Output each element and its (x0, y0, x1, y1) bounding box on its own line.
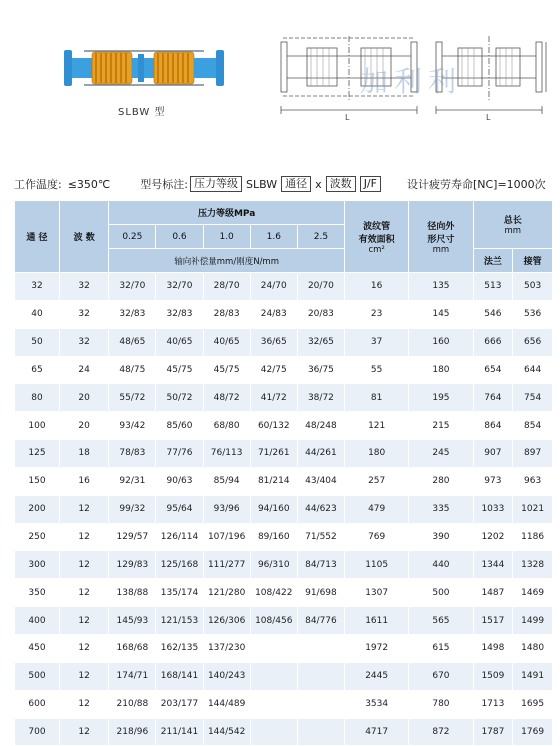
cell-p-1.0: 126/306 (203, 607, 250, 635)
cell-area: 769 (345, 523, 409, 551)
cell-dn: 250 (15, 523, 60, 551)
cell-p-1.0: 111/277 (203, 551, 250, 579)
cell-area: 4717 (345, 718, 409, 746)
table-row (15, 328, 553, 356)
table-row (15, 495, 553, 523)
header-pressure-group: 压力等级MPa (109, 201, 345, 225)
table-row (15, 579, 553, 607)
cell-flange: 764 (473, 384, 513, 412)
cell-p-0.25: 99/32 (109, 495, 156, 523)
header-pressure-3: 1.6 (250, 225, 297, 249)
table-row (15, 523, 553, 551)
dim-l-label: L (345, 113, 350, 122)
cell-area: 1611 (345, 607, 409, 635)
cell-p-0.6: 85/60 (156, 412, 203, 440)
cell-p-0.6: 32/70 (156, 273, 203, 301)
model-label: 型号标注: (140, 178, 189, 191)
header-od-line2: 形尺寸 (427, 234, 455, 245)
cell-waves: 12 (60, 495, 109, 523)
cell-waves: 12 (60, 523, 109, 551)
cell-p-0.25: 218/96 (109, 718, 156, 746)
cell-od: 135 (409, 273, 473, 301)
cell-p-2.5: 36/75 (297, 356, 344, 384)
cell-waves: 12 (60, 690, 109, 718)
cell-weld: 1480 (513, 634, 553, 662)
cell-weld: 854 (513, 412, 553, 440)
header-area-line1: 波纹管 (363, 221, 391, 232)
cell-dn: 300 (15, 551, 60, 579)
cell-p-1.6: 96/310 (250, 551, 297, 579)
box-pressure: 压力等级 (190, 176, 242, 192)
fatigue-life: 设计疲劳寿命[NC]=1000次 (406, 178, 546, 191)
cell-area: 1972 (345, 634, 409, 662)
cell-flange: 1509 (473, 662, 513, 690)
cell-p-1.6 (250, 718, 297, 746)
cell-waves: 12 (60, 607, 109, 635)
cell-p-1.0: 48/72 (203, 384, 250, 412)
cell-p-0.6: 211/141 (156, 718, 203, 746)
cell-p-1.0: 28/70 (203, 273, 250, 301)
cell-flange: 1787 (473, 718, 513, 746)
cell-p-1.6: 108/422 (250, 579, 297, 607)
cell-p-2.5: 20/83 (297, 300, 344, 328)
table-row (15, 273, 553, 301)
cell-flange: 907 (473, 440, 513, 468)
cell-dn: 100 (15, 412, 60, 440)
table-row (15, 300, 553, 328)
cell-dn: 125 (15, 440, 60, 468)
watermark: 加利利 (360, 65, 463, 98)
cell-p-0.25: 48/65 (109, 328, 156, 356)
series-code: SLBW (246, 177, 278, 191)
cell-p-2.5: 44/623 (297, 495, 344, 523)
cell-p-2.5 (297, 662, 344, 690)
header-weld: 接管 (513, 249, 553, 273)
cell-area: 257 (345, 467, 409, 495)
table-row (15, 412, 553, 440)
cell-waves: 32 (60, 273, 109, 301)
spec-line (14, 176, 554, 192)
cell-area: 23 (345, 300, 409, 328)
table-row (15, 690, 553, 718)
header-od (409, 201, 473, 273)
cell-p-1.6: 36/65 (250, 328, 297, 356)
header-pressure-2: 1.0 (203, 225, 250, 249)
table-row (15, 467, 553, 495)
cell-od: 215 (409, 412, 473, 440)
cell-dn: 32 (15, 273, 60, 301)
cell-p-1.0: 28/83 (203, 300, 250, 328)
cell-od: 670 (409, 662, 473, 690)
cell-p-0.6: 168/141 (156, 662, 203, 690)
box-waves: 波数 (326, 176, 356, 192)
cell-weld: 1769 (513, 718, 553, 746)
cell-dn: 80 (15, 384, 60, 412)
cell-p-0.6: 126/114 (156, 523, 203, 551)
cell-p-1.0: 137/230 (203, 634, 250, 662)
cell-waves: 20 (60, 384, 109, 412)
cell-area: 479 (345, 495, 409, 523)
cell-od: 872 (409, 718, 473, 746)
cell-weld: 1328 (513, 551, 553, 579)
cell-p-0.25: 138/88 (109, 579, 156, 607)
cell-dn: 400 (15, 607, 60, 635)
table-row (15, 634, 553, 662)
cell-p-2.5: 84/776 (297, 607, 344, 635)
cell-p-2.5: 84/713 (297, 551, 344, 579)
cell-p-0.25: 48/75 (109, 356, 156, 384)
header-od-unit: mm (432, 244, 450, 255)
cell-flange: 546 (473, 300, 513, 328)
cell-weld: 503 (513, 273, 553, 301)
cell-p-1.6: 89/160 (250, 523, 297, 551)
cell-od: 565 (409, 607, 473, 635)
cell-od: 280 (409, 467, 473, 495)
cell-p-1.6: 24/83 (250, 300, 297, 328)
cell-flange: 1713 (473, 690, 513, 718)
cell-p-1.0: 121/280 (203, 579, 250, 607)
dim-l-right-label: L (486, 113, 491, 122)
table-row (15, 356, 553, 384)
cell-flange: 666 (473, 328, 513, 356)
cell-p-1.6: 81/214 (250, 467, 297, 495)
box-dn: 通径 (281, 176, 311, 192)
cell-p-0.6: 95/64 (156, 495, 203, 523)
cell-flange: 1498 (473, 634, 513, 662)
cell-waves: 18 (60, 440, 109, 468)
cell-flange: 654 (473, 356, 513, 384)
cell-flange: 1487 (473, 579, 513, 607)
cell-p-0.25: 32/83 (109, 300, 156, 328)
cell-p-1.0: 85/94 (203, 467, 250, 495)
cell-flange: 1202 (473, 523, 513, 551)
header-length-unit: mm (504, 226, 522, 236)
cell-area: 2445 (345, 662, 409, 690)
cell-waves: 20 (60, 412, 109, 440)
cell-p-0.6: 90/63 (156, 467, 203, 495)
header-area-line2: 有效面积 (358, 234, 395, 245)
cell-area: 121 (345, 412, 409, 440)
header-pressure-4: 2.5 (297, 225, 344, 249)
header-compensation: 轴向补偿量mm/刚度N/mm (109, 249, 345, 273)
cell-p-0.25: 129/83 (109, 551, 156, 579)
header-pressure-1: 0.6 (156, 225, 203, 249)
cell-od: 160 (409, 328, 473, 356)
cell-area: 180 (345, 440, 409, 468)
cell-p-1.6: 71/261 (250, 440, 297, 468)
table-row (15, 384, 553, 412)
cell-p-0.25: 145/93 (109, 607, 156, 635)
cell-p-0.25: 32/70 (109, 273, 156, 301)
table-body (15, 273, 553, 746)
cell-p-2.5: 44/261 (297, 440, 344, 468)
header-length-label: 总长 (503, 216, 522, 226)
header-od-line1: 径向外 (427, 221, 455, 232)
cell-p-1.6 (250, 634, 297, 662)
cell-weld: 754 (513, 384, 553, 412)
cell-p-1.6 (250, 662, 297, 690)
cell-p-1.6: 41/72 (250, 384, 297, 412)
table-row (15, 718, 553, 746)
cell-p-0.6: 32/83 (156, 300, 203, 328)
cell-dn: 150 (15, 467, 60, 495)
table-row (15, 662, 553, 690)
cell-p-1.0: 76/113 (203, 440, 250, 468)
header-dn: 通 径 (15, 201, 60, 273)
cell-waves: 12 (60, 579, 109, 607)
cell-p-1.0: 144/542 (203, 718, 250, 746)
cell-dn: 40 (15, 300, 60, 328)
cell-weld: 1469 (513, 579, 553, 607)
cell-od: 500 (409, 579, 473, 607)
cell-p-0.6: 77/76 (156, 440, 203, 468)
cell-p-2.5: 38/72 (297, 384, 344, 412)
cell-p-0.25: 93/42 (109, 412, 156, 440)
cell-area: 37 (345, 328, 409, 356)
temp-label: 工作温度: (14, 178, 62, 191)
cell-area: 1105 (345, 551, 409, 579)
cell-p-0.25: 174/71 (109, 662, 156, 690)
cell-area: 16 (345, 273, 409, 301)
cell-flange: 1033 (473, 495, 513, 523)
cell-p-2.5: 43/404 (297, 467, 344, 495)
cell-weld: 897 (513, 440, 553, 468)
cell-p-1.0: 107/196 (203, 523, 250, 551)
cell-p-2.5: 32/65 (297, 328, 344, 356)
model-caption: SLBW 型 (118, 107, 166, 118)
cell-p-0.6: 125/168 (156, 551, 203, 579)
cell-p-0.25: 55/72 (109, 384, 156, 412)
cell-p-0.6: 121/153 (156, 607, 203, 635)
header-pressure-0: 0.25 (109, 225, 156, 249)
cell-area: 3534 (345, 690, 409, 718)
header-area (345, 201, 409, 273)
table-row (15, 551, 553, 579)
cell-p-0.25: 168/68 (109, 634, 156, 662)
cell-waves: 16 (60, 467, 109, 495)
cell-p-1.0: 144/489 (203, 690, 250, 718)
cell-p-1.6: 108/456 (250, 607, 297, 635)
cell-area: 1307 (345, 579, 409, 607)
cell-weld: 1186 (513, 523, 553, 551)
cell-p-2.5: 91/698 (297, 579, 344, 607)
cell-flange: 973 (473, 467, 513, 495)
cell-od: 145 (409, 300, 473, 328)
cell-p-0.6: 50/72 (156, 384, 203, 412)
cell-p-0.6: 40/65 (156, 328, 203, 356)
cell-p-2.5 (297, 634, 344, 662)
cell-p-0.6: 203/177 (156, 690, 203, 718)
cell-flange: 1344 (473, 551, 513, 579)
cell-p-0.25: 210/88 (109, 690, 156, 718)
cell-area: 55 (345, 356, 409, 384)
cell-p-1.6 (250, 690, 297, 718)
cell-p-0.25: 129/57 (109, 523, 156, 551)
cell-waves: 32 (60, 328, 109, 356)
cell-waves: 12 (60, 718, 109, 746)
cell-od: 195 (409, 384, 473, 412)
cell-p-2.5: 48/248 (297, 412, 344, 440)
cell-waves: 12 (60, 662, 109, 690)
cell-p-0.25: 78/83 (109, 440, 156, 468)
cell-p-0.6: 162/135 (156, 634, 203, 662)
cell-waves: 24 (60, 356, 109, 384)
cell-od: 180 (409, 356, 473, 384)
cell-p-1.0: 140/243 (203, 662, 250, 690)
cell-dn: 700 (15, 718, 60, 746)
header-area-unit: cm² (368, 244, 385, 255)
cell-p-0.6: 45/75 (156, 356, 203, 384)
cell-weld: 644 (513, 356, 553, 384)
table-row (15, 440, 553, 468)
cell-od: 780 (409, 690, 473, 718)
cell-dn: 350 (15, 579, 60, 607)
header-flange: 法兰 (473, 249, 513, 273)
cell-weld: 963 (513, 467, 553, 495)
cell-p-0.6: 135/174 (156, 579, 203, 607)
cell-od: 615 (409, 634, 473, 662)
cell-dn: 50 (15, 328, 60, 356)
cell-od: 440 (409, 551, 473, 579)
cell-dn: 450 (15, 634, 60, 662)
cell-p-2.5 (297, 718, 344, 746)
cell-p-1.6: 60/132 (250, 412, 297, 440)
cell-p-1.0: 68/80 (203, 412, 250, 440)
cell-dn: 65 (15, 356, 60, 384)
cell-waves: 12 (60, 551, 109, 579)
header-waves: 波 数 (60, 201, 109, 273)
cell-weld: 536 (513, 300, 553, 328)
cell-weld: 1021 (513, 495, 553, 523)
cell-p-2.5: 20/70 (297, 273, 344, 301)
cell-weld: 1491 (513, 662, 553, 690)
cell-waves: 32 (60, 300, 109, 328)
cell-dn: 600 (15, 690, 60, 718)
x-mark: x (315, 177, 322, 191)
cell-od: 245 (409, 440, 473, 468)
product-photo (60, 42, 230, 97)
cell-flange: 864 (473, 412, 513, 440)
cell-p-2.5 (297, 690, 344, 718)
cell-area: 81 (345, 384, 409, 412)
cell-p-0.25: 92/31 (109, 467, 156, 495)
cell-p-2.5: 71/552 (297, 523, 344, 551)
cell-p-1.6: 42/75 (250, 356, 297, 384)
cell-flange: 513 (473, 273, 513, 301)
cell-p-1.0: 45/75 (203, 356, 250, 384)
cell-p-1.6: 94/160 (250, 495, 297, 523)
cell-flange: 1517 (473, 607, 513, 635)
cell-p-1.6: 24/70 (250, 273, 297, 301)
cell-dn: 500 (15, 662, 60, 690)
cell-dn: 200 (15, 495, 60, 523)
cell-od: 335 (409, 495, 473, 523)
spec-table (14, 200, 553, 746)
table-row (15, 607, 553, 635)
cell-weld: 656 (513, 328, 553, 356)
cell-waves: 12 (60, 634, 109, 662)
cell-weld: 1695 (513, 690, 553, 718)
header-length (473, 201, 552, 249)
box-jf: J/F (360, 176, 381, 192)
cell-weld: 1499 (513, 607, 553, 635)
temp-value: ≤350℃ (67, 177, 111, 191)
cell-od: 390 (409, 523, 473, 551)
cell-p-1.0: 40/65 (203, 328, 250, 356)
cell-p-1.0: 93/96 (203, 495, 250, 523)
